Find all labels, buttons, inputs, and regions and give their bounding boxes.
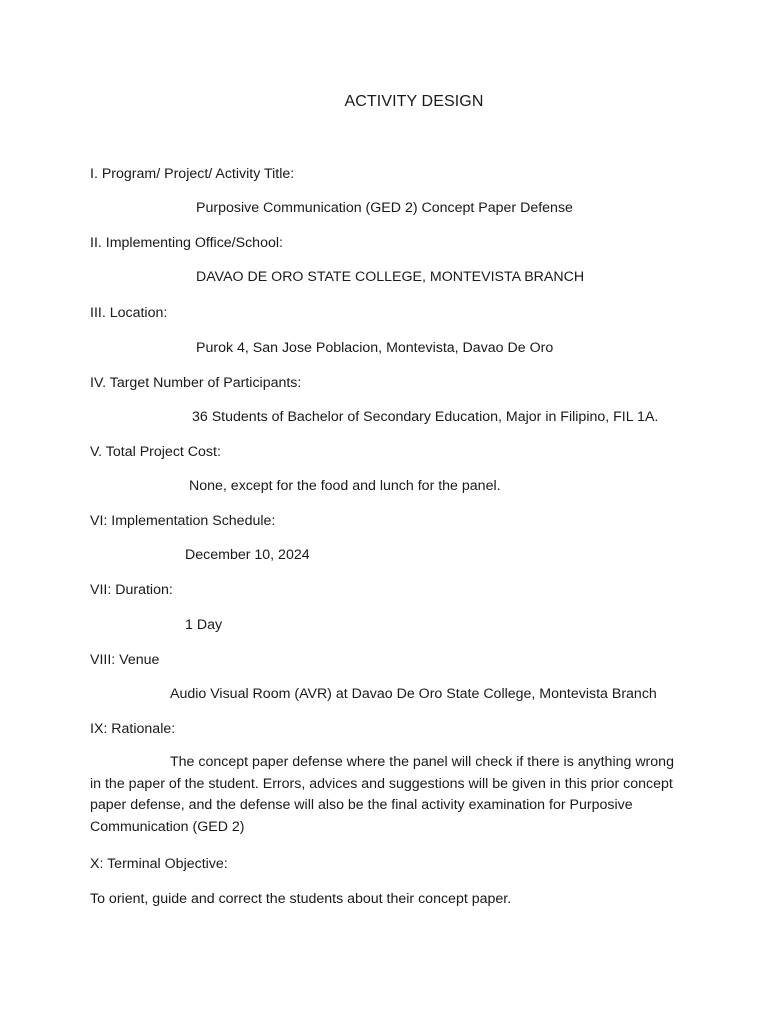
- section-heading-project-cost: V. Total Project Cost:: [90, 444, 221, 460]
- section-value-participants: 36 Students of Bachelor of Secondary Education, Major in Filipino, FIL 1A.: [192, 409, 659, 425]
- section-heading-duration: VII: Duration:: [90, 582, 173, 598]
- section-heading-participants: IV. Target Number of Participants:: [90, 375, 302, 391]
- section-heading-location: III. Location:: [90, 305, 168, 321]
- section-heading-terminal-objective: X: Terminal Objective:: [90, 856, 228, 872]
- section-heading-implementing-office: II. Implementing Office/School:: [90, 235, 283, 251]
- section-value-project-cost: None, except for the food and lunch for the panel.: [189, 478, 501, 494]
- section-value-program-title: Purposive Communication (GED 2) Concept Paper Defense: [196, 200, 573, 216]
- section-value-schedule: December 10, 2024: [185, 547, 310, 563]
- section-value-implementing-office: DAVAO DE ORO STATE COLLEGE, MONTEVISTA BRANCH: [196, 269, 585, 285]
- section-value-rationale: The concept paper defense where the panel will check if there is anything wrong in the paper of the student. Errors, advices and suggestions will be given in this prior concept paper defense, and the defense will also be the final activity examination for Purposive Communication (GED 2): [90, 754, 674, 835]
- section-heading-rationale: IX: Rationale:: [90, 721, 176, 737]
- section-heading-venue: VIII: Venue: [90, 652, 160, 668]
- section-value-duration: 1 Day: [185, 617, 223, 633]
- section-heading-schedule: VI: Implementation Schedule:: [90, 513, 276, 529]
- section-heading-program-title: I. Program/ Project/ Activity Title:: [90, 166, 295, 182]
- section-value-venue: Audio Visual Room (AVR) at Davao De Oro State College, Montevista Branch: [170, 686, 657, 702]
- section-value-terminal-objective: To orient, guide and correct the students about their concept paper.: [90, 891, 512, 907]
- document-title: ACTIVITY DESIGN: [344, 93, 484, 110]
- section-value-location: Purok 4, San Jose Poblacion, Montevista, Davao De Oro: [196, 340, 554, 356]
